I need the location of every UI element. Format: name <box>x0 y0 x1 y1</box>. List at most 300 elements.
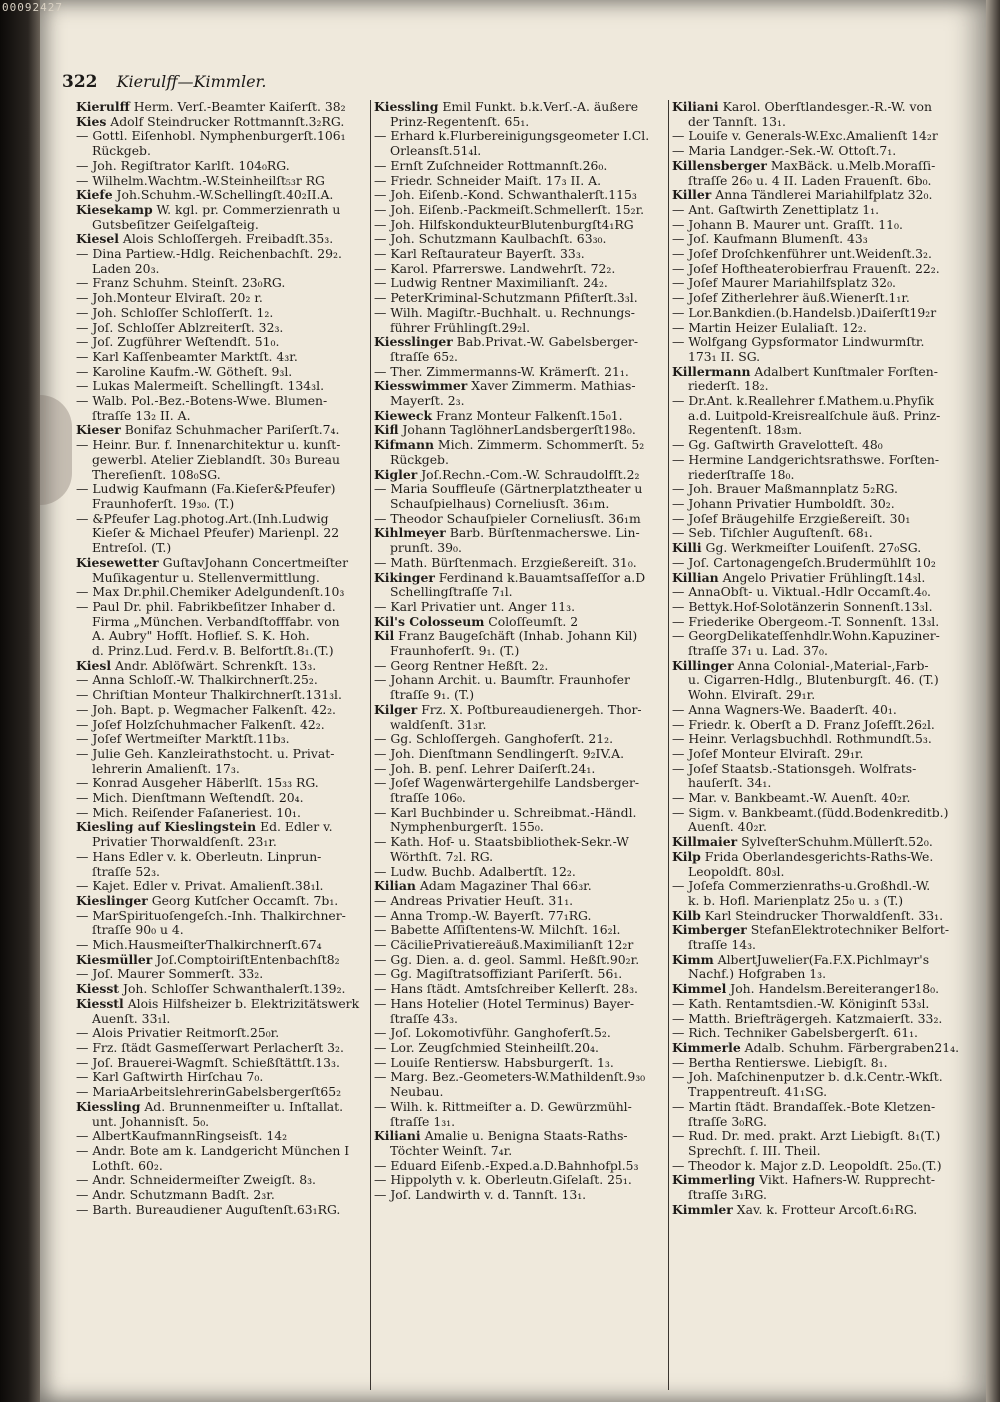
entry-text: Sprechſt. ſ. III. Theil. <box>688 1143 821 1158</box>
directory-entry <box>76 512 368 527</box>
entry-text: Adam Magaziner Thal 66₃r. <box>415 879 592 894</box>
entry-surname: Kilian <box>374 879 416 894</box>
entry-text: — Dr.Ant. k.Reallehrer f.Mathem.u.Phyſik <box>672 394 934 409</box>
entry-surname: Killensberger <box>672 158 767 173</box>
entry-text: Joh. Schloſſer Schwanthalerſt.139₂. <box>119 982 346 997</box>
directory-entry <box>76 909 368 924</box>
thumb-index-notch <box>40 395 72 505</box>
entry-surname: Kiesel <box>76 232 119 247</box>
entry-text: — Joh.Monteur Elviraſt. 20₂ r. <box>76 291 263 306</box>
directory-entry <box>374 732 666 747</box>
entry-text: — Joſ. Zugführer Weſtendſt. 51₀. <box>76 335 280 350</box>
entry-text: — Wilhelm.Wachtm.-W.Steinheilſt₅₃r RG <box>76 173 325 188</box>
directory-entry-surname-line <box>374 1129 666 1144</box>
directory-entry-surname-line <box>76 953 368 968</box>
entry-text: Trappentreuſt. 41₁SG. <box>688 1085 828 1100</box>
entry-text: — Hans Edler v. k. Oberleutn. Linprun- <box>76 849 322 864</box>
entry-text: Franz Baugeſchäft (Inhab. Johann Kil) <box>394 629 638 644</box>
directory-entry-continuation <box>672 820 964 835</box>
directory-entry <box>672 335 964 350</box>
entry-surname: Kiliani <box>374 1129 421 1144</box>
entry-text: unt. Johannisſt. 5₀. <box>92 1114 210 1129</box>
entry-text: Privatier Thorwaldſenſt. 23₁r. <box>92 835 277 850</box>
directory-entry <box>672 806 964 821</box>
entry-text: — Joh. Dienſtmann Sendlingerſt. 9₂IV.A. <box>374 746 625 761</box>
directory-entry <box>672 1056 964 1071</box>
directory-entry <box>374 365 666 380</box>
entry-surname: Kimmerle <box>672 1041 741 1055</box>
entry-text: — Lor. Zeugſchmied Steinheilſt.20₄. <box>374 1041 599 1055</box>
entry-surname: Kihlmeyer <box>374 526 446 541</box>
directory-entry <box>672 512 964 527</box>
directory-entry <box>374 982 666 997</box>
entry-surname: Kiesslinger <box>374 335 453 350</box>
entry-text: ſtraſſe 14₃. <box>688 938 756 953</box>
entry-text: — Andr. Bote am k. Landgericht München I <box>76 1143 350 1158</box>
entry-text: — Louiſe Rentiersw. Habsburgerſt. 1₃. <box>374 1055 614 1070</box>
entry-text: — Gg. Gaſtwirth Gravelotteſt. 48₀ <box>672 438 883 453</box>
entry-text: Schauſpielhaus) Corneliusſt. 36₁m. <box>390 496 610 511</box>
entry-text: — Walb. Pol.-Bez.-Botens-Wwe. Blumen- <box>76 394 328 409</box>
entry-text: — Maria Landger.-Sek.-W. Ottoſt.7₁. <box>672 144 897 159</box>
directory-entry <box>76 879 368 894</box>
entry-text: der Tannſt. 13₁. <box>688 114 786 129</box>
directory-entry <box>672 497 964 512</box>
directory-entry <box>374 762 666 777</box>
entry-text: ſtraſſe 90₀ u 4. <box>92 923 184 938</box>
directory-entry-surname-line <box>672 1041 964 1056</box>
directory-entry <box>374 262 666 277</box>
directory-entry <box>374 247 666 262</box>
directory-entry <box>672 791 964 806</box>
entry-surname: Kigler <box>374 467 418 482</box>
entry-text: — Johann Archit. u. Baumſtr. Fraunhofer <box>374 673 630 688</box>
entry-text: — Rud. Dr. med. prakt. Arzt Liebigſt. 8₁(T.) <box>672 1129 941 1144</box>
entry-text: — Chriſtian Monteur Thalkirchnerſt.131₃l. <box>76 688 342 703</box>
directory-entry <box>76 791 368 806</box>
directory-entry-surname-line <box>672 100 964 115</box>
scan-id: 00092427 <box>2 1 63 14</box>
directory-entry <box>76 379 368 394</box>
entry-text: MaxBäck. u.Melb.Moraſſi- <box>766 158 936 173</box>
directory-column-2 <box>374 100 666 1203</box>
entry-text: — Martin ſtädt. Brandaſſek.-Bote Kletzen- <box>672 1099 936 1114</box>
directory-entry <box>374 1173 666 1188</box>
directory-entry-continuation <box>374 585 666 600</box>
entry-text: Rückgeb. <box>92 144 151 159</box>
entry-text: — Joſ. Brauerei-Wagmſt. Schießſtättſt.13₃. <box>76 1055 340 1070</box>
entry-text: — Friedr. Schneider Maiſt. 17₃ II. A. <box>374 173 602 188</box>
entry-text: — Karol. Pfarrerswe. Landwehrſt. 72₂. <box>374 261 616 276</box>
directory-entry <box>374 1159 666 1174</box>
entry-text: — Martin Heizer Eulaliaſt. 12₂. <box>672 320 867 335</box>
entry-text: Vikt. Hafners-W. Rupprecht- <box>755 1173 936 1188</box>
directory-entry <box>76 688 368 703</box>
directory-entry <box>76 673 368 688</box>
directory-entry <box>76 1085 368 1100</box>
entry-surname: Kiesewetter <box>76 555 159 570</box>
directory-entry-surname-line <box>672 659 964 674</box>
entry-text: d. Prinz.Lud. Ferd.v. B. Belfortſt.8₁.(T.) <box>92 644 334 659</box>
entry-text: Barb. Bürſtenmacherswe. Lin- <box>445 526 640 541</box>
entry-surname: Kimberger <box>672 923 747 938</box>
entry-text: ſtraſſe 26₀ u. 4 II. Laden Frauenſt. 6b₀. <box>688 173 932 188</box>
directory-entry-surname-line <box>76 982 368 997</box>
directory-entry <box>374 482 666 497</box>
entry-text: — Babette Aſſiſtentens-W. Milchſt. 16₂l. <box>374 923 621 938</box>
directory-entry <box>374 776 666 791</box>
directory-entry-surname-line <box>374 703 666 718</box>
directory-entry-surname-line <box>76 203 368 218</box>
directory-entry <box>374 659 666 674</box>
directory-entry <box>76 1026 368 1041</box>
directory-entry-continuation <box>672 379 964 394</box>
entry-text: ſtraſſe 3₁RG. <box>688 1188 767 1203</box>
entry-surname: Killmaier <box>672 835 738 850</box>
entry-text: — Karoline Kaufm.-W. Götheſt. 9₃l. <box>76 364 293 379</box>
directory-entry <box>76 1188 368 1203</box>
directory-entry-continuation <box>672 673 964 688</box>
entry-text: k. b. Hofl. Marienplatz 25₀ u. ₃ (T.) <box>688 893 904 908</box>
directory-entry <box>374 218 666 233</box>
entry-text: Emil Funkt. b.k.Verſ.-A. äußere <box>438 100 639 114</box>
entry-surname: Kierulff <box>76 100 130 114</box>
entry-text: — Joſef Wagenwärtergehilfe Landsberger- <box>374 776 640 791</box>
directory-entry-continuation <box>76 1159 368 1174</box>
entry-text: — Konrad Ausgeher Häberlſt. 15₃₃ RG. <box>76 776 319 791</box>
entry-text: — MariaArbeitslehrerinGabelsbergerſt65₂ <box>76 1085 342 1100</box>
directory-entry <box>76 806 368 821</box>
entry-text: — Lukas Malermeiſt. Schellingſt. 134₃l. <box>76 379 325 394</box>
entry-text: — Joſef Staatsb.-Stationsgeh. Wolfrats- <box>672 761 917 776</box>
entry-text: a.d. Luitpold-Kreisrealſchule äuß. Prinz- <box>688 408 941 423</box>
entry-text: — Anna Schloſſ.-W. Thalkirchnerſt.25₂. <box>76 673 318 688</box>
directory-entry-surname-line <box>672 365 964 380</box>
directory-entry-continuation <box>374 1085 666 1100</box>
directory-entry-surname-line <box>76 997 368 1012</box>
entry-text: Thereſienſt. 108₀SG. <box>92 467 221 482</box>
directory-entry-continuation <box>76 923 368 938</box>
directory-entry <box>374 129 666 144</box>
entry-text: Frida Oberlandesgerichts-Raths-We. <box>700 849 934 864</box>
entry-surname: Kimm <box>672 952 714 967</box>
entry-text: — Joh. Regiſtrator Karlſt. 104₀RG. <box>76 158 290 173</box>
entry-text: Anna Tändlerei Mariahilfplatz 32₀. <box>711 188 933 203</box>
directory-entry <box>76 1129 368 1144</box>
entry-text: — Max Dr.phil.Chemiker Adelgundenſt.10₃ <box>76 585 345 600</box>
entry-text: — Gg. Dien. a. d. geol. Samml. Heßſt.90₂r. <box>374 952 640 967</box>
directory-entry <box>76 938 368 953</box>
entry-text: Bonifaz Schuhmacher Pariſerſt.7₄. <box>120 423 340 438</box>
entry-text: Fraunhoferſt. 9₁. (T.) <box>390 644 520 659</box>
directory-entry-surname-line <box>76 115 368 130</box>
entry-text: — Joſef Bräugehilfe Erzgießereiſt. 30₁ <box>672 511 911 526</box>
entry-text: Wohn. Elviraſt. 29₁r. <box>688 688 816 703</box>
entry-text: — Karl Privatier unt. Anger 11₃. <box>374 599 576 614</box>
directory-entry <box>672 718 964 733</box>
entry-text: Alois Hilfsheizer b. Elektrizitätswerk <box>123 996 360 1011</box>
entry-text: — Joſef Zitherlehrer äuß.Wienerſt.1₁r. <box>672 291 910 306</box>
entry-text: Nymphenburgerſt. 155₀. <box>390 820 544 835</box>
entry-surname: Kilb <box>672 908 701 923</box>
directory-entry-continuation <box>76 144 368 159</box>
entry-text: Ferdinand k.Bauamtsaſſeſſor a.D <box>434 570 646 585</box>
directory-entry <box>672 232 964 247</box>
entry-text: Anna Colonial-,Material-,Farb- <box>733 658 929 673</box>
entry-surname: Kifl <box>374 423 399 438</box>
entry-text: Joh.Schuhm.-W.Schellingſt.40₂II.A. <box>112 188 334 203</box>
entry-text: ſtraſſe 106₀. <box>390 791 466 806</box>
directory-entry <box>76 159 368 174</box>
directory-entry <box>374 894 666 909</box>
entry-text: — Alois Privatier Reitmorſt.25₀r. <box>76 1026 280 1041</box>
directory-entry-surname-line <box>672 850 964 865</box>
directory-entry-continuation <box>76 262 368 277</box>
entry-text: Franz Monteur Falkenſt.15₀1. <box>432 408 623 423</box>
directory-entry-surname-line <box>672 953 964 968</box>
directory-entry-continuation <box>374 453 666 468</box>
directory-entry-continuation <box>76 497 368 512</box>
directory-entry-continuation <box>76 541 368 556</box>
directory-entry <box>672 291 964 306</box>
directory-entry-surname-line <box>374 100 666 115</box>
entry-text: — Joh. Eiſenb.-Packmeiſt.Schmellerſt. 15₂r. <box>374 202 645 217</box>
directory-entry <box>672 482 964 497</box>
directory-entry-surname-line <box>374 615 666 630</box>
directory-entry <box>374 997 666 1012</box>
entry-text: — Gg. Magiſtratsoffiziant Pariſerſt. 56₁. <box>374 967 623 982</box>
entry-surname: Kifmann <box>374 438 434 453</box>
directory-entry <box>374 203 666 218</box>
entry-text: — Louiſe v. Generals-W.Exc.Amalienſt 14₂r <box>672 129 938 144</box>
entry-text: — Ludwig Kaufmann (Fa.Kieſer&Pfeufer) <box>76 482 336 497</box>
directory-entry-continuation <box>76 1012 368 1027</box>
directory-entry-continuation <box>672 115 964 130</box>
directory-entry <box>76 1041 368 1056</box>
directory-entry-continuation <box>672 1144 964 1159</box>
entry-text: riederſtraſſe 18₀. <box>688 467 795 482</box>
entry-text: — Joſ. Maurer Sommerſt. 33₂. <box>76 967 264 982</box>
entry-text: ſtraſſe 65₂. <box>390 349 458 364</box>
entry-text: Gg. Werkmeiſter Louiſenſt. 27₀SG. <box>701 541 922 556</box>
entry-surname: Killi <box>672 541 702 556</box>
directory-entry-surname-line <box>672 1173 964 1188</box>
entry-text: — Bettyk.Hof-Solotänzerin Sonnenſt.13₃l. <box>672 599 933 614</box>
directory-entry-surname-line <box>76 894 368 909</box>
entry-text: Regentenſt. 18₃m. <box>688 423 803 438</box>
directory-entry <box>76 276 368 291</box>
directory-entry-continuation <box>374 115 666 130</box>
entry-text: — Gg. Schloſſergeh. Ganghoferſt. 21₂. <box>374 732 614 747</box>
directory-entry <box>374 159 666 174</box>
entry-surname: Kies <box>76 114 107 129</box>
directory-entry <box>672 1129 964 1144</box>
directory-entry-continuation <box>672 350 964 365</box>
entry-surname: Kil's Colosseum <box>374 614 485 629</box>
directory-entry-continuation <box>672 468 964 483</box>
entry-text: — Joh. Eiſenb.-Kond. Schwanthalerſt.115₃ <box>374 188 637 203</box>
directory-entry <box>672 262 964 277</box>
entry-surname: Kiesstl <box>76 996 124 1011</box>
entry-text: W. kgl. pr. Commerzienrath u <box>152 202 341 217</box>
entry-text: — Joh. Schloſſer Schloſſerſt. 1₂. <box>76 305 274 320</box>
directory-entry-continuation <box>672 938 964 953</box>
entry-text: Rückgeb. <box>390 452 449 467</box>
directory-entry-continuation <box>76 615 368 630</box>
entry-text: — Mich. Reiſender Faſaneriest. 10₁. <box>76 805 301 820</box>
directory-entry <box>76 1056 368 1071</box>
directory-entry-surname-line <box>374 409 666 424</box>
running-title: Kierulff—Kimmler. <box>116 72 267 91</box>
entry-text: — Erhard k.Flurbereinigungsgeometer I.Cl. <box>374 129 650 144</box>
entry-text: Joh. Handelsm.Bereiteranger18₀. <box>726 982 940 997</box>
directory-entry-surname-line <box>672 159 964 174</box>
entry-text: Amalie u. Benigna Staats-Raths- <box>420 1129 628 1144</box>
directory-entry <box>374 600 666 615</box>
entry-text: — Eduard Eiſenb.-Exped.a.D.Bahnhofpl.5₃ <box>374 1158 639 1173</box>
directory-entry <box>672 276 964 291</box>
entry-text: waldſenſt. 31₃r. <box>390 717 487 732</box>
entry-text: führer Frühlingſt.29₂l. <box>390 320 531 335</box>
entry-text: — Joſ. Landwirth v. d. Tannſt. 13₁. <box>374 1188 587 1203</box>
entry-text: — Barth. Bureaudiener Auguſtenſt.63₁RG. <box>76 1202 341 1217</box>
directory-entry-surname-line <box>374 423 666 438</box>
entry-text: — Ernſt Zuſchneider Rottmannſt.26₀. <box>374 158 608 173</box>
directory-entry-surname-line <box>374 526 666 541</box>
directory-entry <box>672 1100 964 1115</box>
entry-text: — Joh. Brauer Maßmannplatz 5₂RG. <box>672 482 898 497</box>
directory-entry-continuation <box>672 423 964 438</box>
entry-text: Auenſt. 40₂r. <box>688 820 767 835</box>
entry-text: Laden 20₃. <box>92 261 160 276</box>
directory-entry <box>374 291 666 306</box>
entry-text: — Joſ. Cartonagengeſch.Brudermühlſt 10₂ <box>672 555 936 570</box>
entry-text: — Joh. Bapt. p. Wegmacher Falkenſt. 42₂. <box>76 702 336 717</box>
directory-entry <box>374 747 666 762</box>
entry-text: — Heinr. Bur. f. Innenarchitektur u. kunſt- <box>76 438 341 453</box>
entry-surname: Kiessling <box>374 100 439 114</box>
directory-entry-surname-line <box>374 438 666 453</box>
directory-entry-continuation <box>374 541 666 556</box>
page-edge <box>986 0 1000 1402</box>
directory-entry-continuation <box>374 350 666 365</box>
entry-text: Muſikagentur u. Stellenvermittlung. <box>92 570 320 585</box>
directory-entry-continuation <box>672 894 964 909</box>
entry-text: SylveſterSchuhm.Müllerſt.52₀. <box>737 835 933 850</box>
directory-entry-continuation <box>374 144 666 159</box>
entry-text: — Ludw. Buchb. Adalbertſt. 12₂. <box>374 864 576 879</box>
entry-text: — Karl Reſtaurateur Bayerſt. 33₃. <box>374 247 585 262</box>
directory-entry <box>76 438 368 453</box>
directory-entry-continuation <box>374 1144 666 1159</box>
directory-entry-surname-line <box>374 629 666 644</box>
page-header <box>62 72 942 96</box>
directory-entry <box>672 144 964 159</box>
directory-entry <box>374 556 666 571</box>
directory-entry <box>76 1173 368 1188</box>
entry-text: — Kajet. Edler v. Privat. Amalienſt.38₁l. <box>76 879 324 894</box>
entry-text: 173₁ II. SG. <box>688 349 761 364</box>
directory-entry-continuation <box>374 321 666 336</box>
entry-text: — PeterKriminal-Schutzmann Pfiſterſt.3₃l. <box>374 291 638 306</box>
entry-text: — Joſef Monteur Elviraſt. 29₁r. <box>672 746 864 761</box>
directory-entry <box>672 306 964 321</box>
entry-text: — GeorgDelikateſſenhdlr.Wohn.Kapuziner- <box>672 629 940 644</box>
directory-entry-surname-line <box>76 659 368 674</box>
entry-text: — Matth. Briefträgergeh. Katzmaierſt. 33₂. <box>672 1011 943 1026</box>
entry-surname: Kiessling <box>76 1099 141 1114</box>
entry-text: Entreſol. (T.) <box>92 541 172 556</box>
directory-entry-surname-line <box>374 379 666 394</box>
directory-entry-surname-line <box>76 820 368 835</box>
entry-text: Auenſt. 33₁l. <box>92 1011 171 1026</box>
entry-text: — Andreas Privatier Heuſt. 31₁. <box>374 893 574 908</box>
directory-entry-surname-line <box>672 188 964 203</box>
entry-text: — Joſef Maurer Mariahilfsplatz 32₀. <box>672 276 896 291</box>
directory-entry-continuation <box>374 791 666 806</box>
directory-entry <box>374 673 666 688</box>
entry-text: ſtraſſe 13₂ II. A. <box>92 408 191 423</box>
directory-entry-continuation <box>374 688 666 703</box>
directory-entry <box>76 850 368 865</box>
entry-text: — Karl Gaſtwirth Hirſchau 7₀. <box>76 1070 264 1085</box>
entry-text: — Kath. Rentamtsdien.-W. Königinſt 53₃l. <box>672 996 930 1011</box>
entry-text: Frz. X. Poſtbureaudienergeh. Thor- <box>417 702 642 717</box>
entry-text: — Friederike Obergeom.-T. Sonnenſt. 13₃l. <box>672 614 940 629</box>
directory-entry <box>672 203 964 218</box>
entry-text: — Theodor k. Major z.D. Leopoldſt. 25₀.(T.) <box>672 1158 942 1173</box>
entry-text: Adalbert Kunſtmaler Forſten- <box>750 364 938 379</box>
directory-entry-continuation <box>672 174 964 189</box>
entry-text: Prinz-Regentenſt. 65₁. <box>390 114 530 129</box>
entry-text: prunſt. 39₀. <box>390 541 462 556</box>
directory-entry <box>76 482 368 497</box>
entry-text: Georg Kutſcher Occamſt. 7b₁. <box>147 893 339 908</box>
entry-text: — Hans Hotelier (Hotel Terminus) Bayer- <box>374 996 635 1011</box>
entry-text: Ad. Brunnenmeiſter u. Inſtallat. <box>140 1099 344 1114</box>
directory-entry-surname-line <box>672 835 964 850</box>
entry-text: Joſ.Rechn.-Com.-W. Schraudolfſt.2₂ <box>417 467 640 482</box>
directory-entry <box>76 350 368 365</box>
entry-text: — Ludwig Rentner Maximilianſt. 24₂. <box>374 276 608 291</box>
directory-entry-continuation <box>374 394 666 409</box>
entry-text: — Heinr. Verlagsbuchhdl. Rothmundſt.5₃. <box>672 732 932 747</box>
directory-entry <box>76 967 368 982</box>
entry-text: Andr. Ablöſwärt. Schrenkſt. 13₃. <box>111 658 317 673</box>
entry-text: — Joſef Holzſchuhmacher Falkenſt. 42₂. <box>76 717 325 732</box>
directory-entry-continuation <box>76 526 368 541</box>
entry-text: — Joſef Droſchkenführer unt.Weidenſt.3₂. <box>672 247 932 262</box>
entry-text: Herm. Verſ.-Beamter Kaiſerſt. 38₂ <box>129 100 346 114</box>
entry-text: ſtraſſe 3₀RG. <box>688 1114 767 1129</box>
entry-surname: Kiesekamp <box>76 202 153 217</box>
entry-text: Angelo Privatier Frühlingſt.14₃l. <box>718 570 926 585</box>
entry-surname: Kimmerling <box>672 1173 756 1188</box>
entry-text: — AlbertKaufmannRingseisſt. 14₂ <box>76 1129 288 1144</box>
directory-entry-continuation <box>374 820 666 835</box>
entry-surname: Kilp <box>672 849 701 864</box>
entry-text: riederſt. 18₂. <box>688 379 769 394</box>
directory-entry-continuation <box>374 497 666 512</box>
entry-text: — Wilh. Magiſtr.-Buchhalt. u. Rechnungs- <box>374 305 635 320</box>
directory-entry-continuation <box>76 644 368 659</box>
entry-text: Karl Steindrucker Thorwaldſenſt. 33₁. <box>700 908 944 923</box>
directory-entry-continuation <box>672 776 964 791</box>
directory-entry <box>76 703 368 718</box>
entry-text: — Johann B. Maurer unt. Graſſt. 11₀. <box>672 217 903 232</box>
entry-text: — Franz Schuhm. Steinſt. 23₀RG. <box>76 276 286 291</box>
entry-surname: Kiesmüller <box>76 952 153 967</box>
